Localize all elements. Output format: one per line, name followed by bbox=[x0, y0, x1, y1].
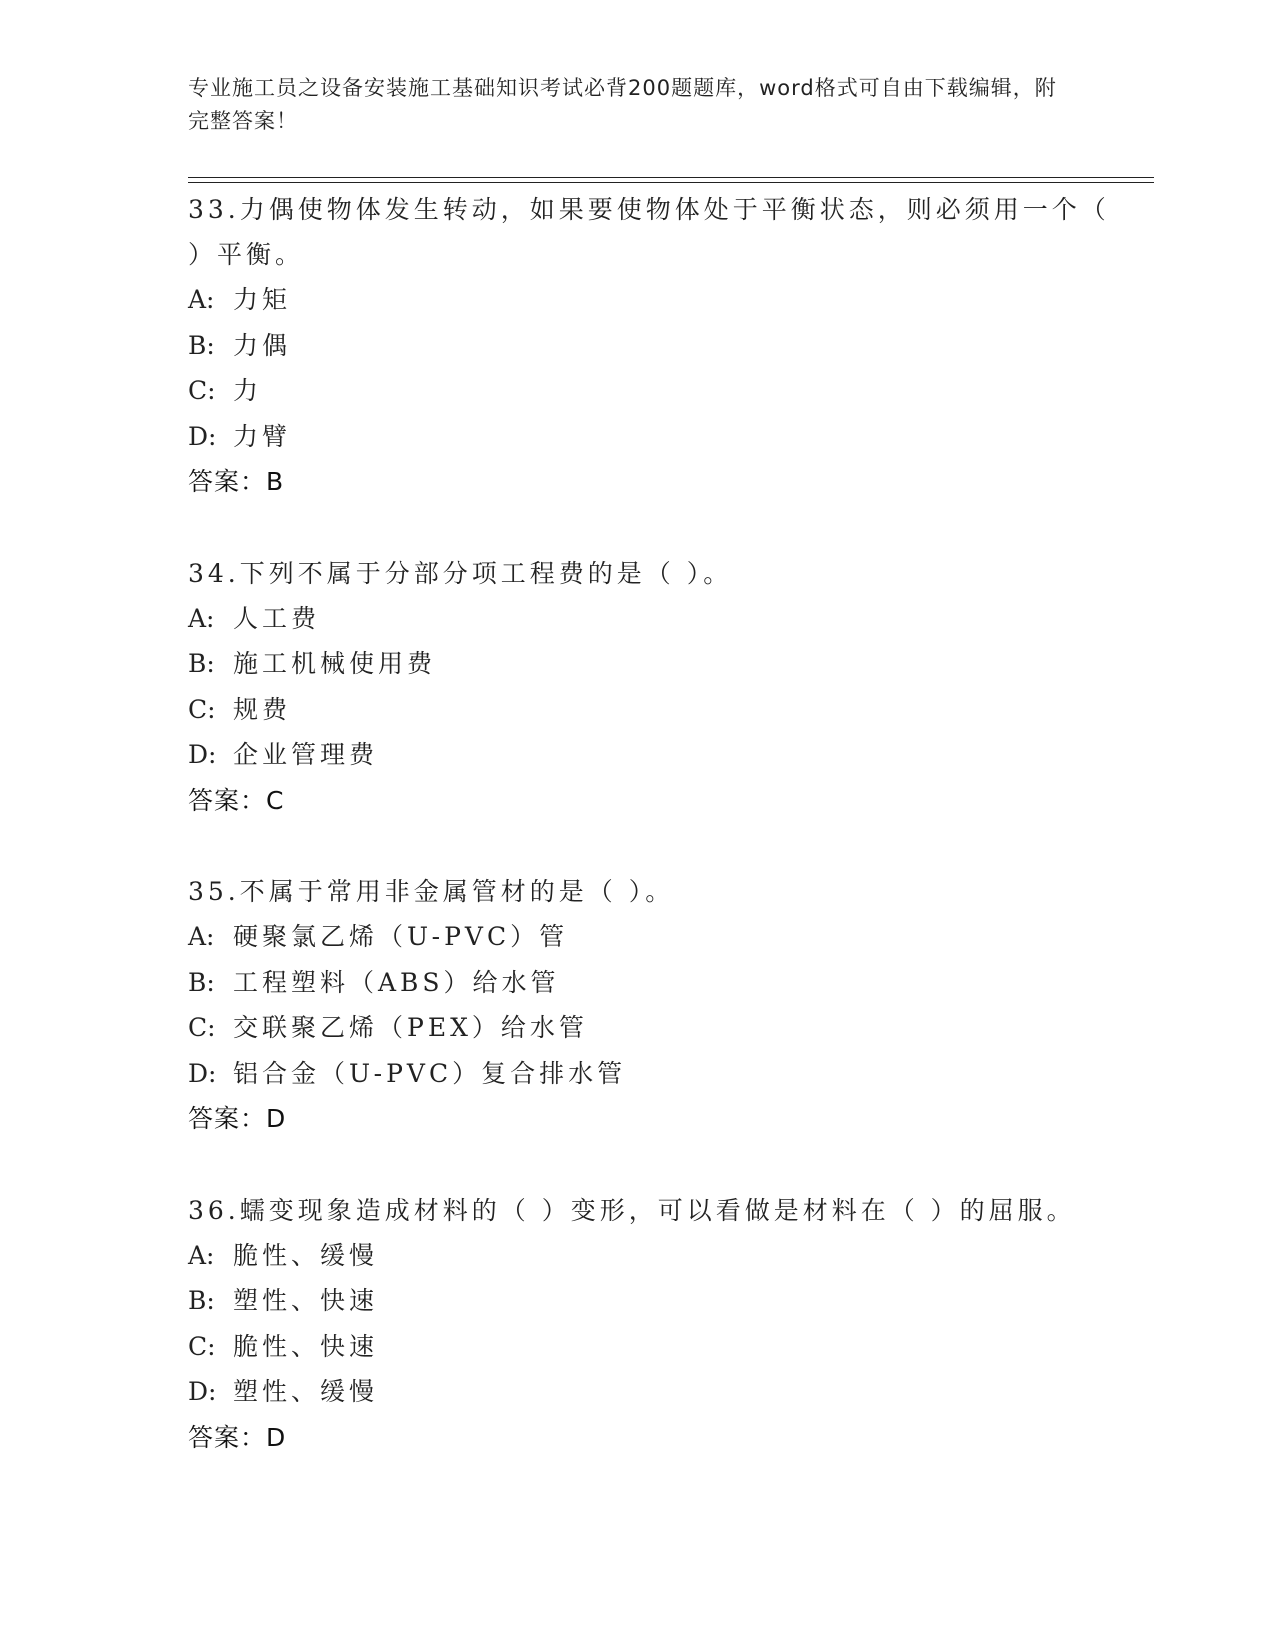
option-text: 脆性、快速 bbox=[233, 1331, 379, 1361]
question-spacer bbox=[188, 505, 1118, 551]
question-spacer bbox=[188, 1142, 1118, 1188]
header-divider-top bbox=[188, 177, 1154, 178]
option-b bbox=[188, 641, 1118, 687]
option-text: 企业管理费 bbox=[233, 740, 379, 769]
document-title: 专业施工员之设备安装施工基础知识考试必背200题题库，word格式可自由下载编辑，附完整答案！ bbox=[188, 76, 1057, 133]
question-text: 34.下列不属于分部分项工程费的是（ ）。 bbox=[188, 558, 733, 588]
option-letter: D: bbox=[188, 1058, 217, 1088]
option-text: 交联聚乙烯（PEX）给水管 bbox=[233, 1013, 588, 1042]
option-text: 力矩 bbox=[233, 285, 292, 314]
option-letter: C: bbox=[188, 694, 216, 724]
option-a bbox=[188, 914, 1118, 960]
option-letter: A: bbox=[188, 1240, 215, 1270]
option-d bbox=[188, 414, 1118, 460]
option-c bbox=[188, 368, 1118, 414]
option-c bbox=[188, 1324, 1118, 1370]
option-letter: B: bbox=[188, 967, 215, 997]
option-letter: A: bbox=[188, 285, 215, 314]
question-text: 36.蠕变现象造成材料的（ ）变形，可以看做是材料在（ ）的屈服。 bbox=[188, 1195, 1076, 1225]
option-a bbox=[188, 596, 1118, 642]
option-letter: D: bbox=[188, 740, 217, 769]
question-spacer bbox=[188, 823, 1118, 869]
option-letter: B: bbox=[188, 330, 215, 360]
option-d bbox=[188, 1051, 1118, 1097]
option-text: 施工机械使用费 bbox=[233, 649, 437, 678]
answer-text: 答案：C bbox=[188, 785, 285, 815]
option-letter: C: bbox=[188, 1331, 216, 1361]
question-34 bbox=[188, 551, 1118, 824]
question-text: 35.不属于常用非金属管材的是（ ）。 bbox=[188, 877, 675, 906]
option-text: 力 bbox=[233, 376, 263, 405]
option-c bbox=[188, 687, 1118, 733]
option-letter: A: bbox=[188, 922, 215, 951]
option-text: 硬聚氯乙烯（U-PVC）管 bbox=[233, 922, 569, 951]
option-letter: C: bbox=[188, 1013, 216, 1042]
option-text: 人工费 bbox=[233, 603, 321, 633]
option-b bbox=[188, 1278, 1118, 1324]
question-36 bbox=[188, 1188, 1118, 1461]
question-text: 33.力偶使物体发生转动，如果要使物体处于平衡状态，则必须用一个（ ）平衡。 bbox=[188, 195, 1110, 269]
option-letter: C: bbox=[188, 376, 216, 405]
header-divider-bottom bbox=[188, 182, 1154, 183]
option-letter: B: bbox=[188, 649, 215, 678]
option-b bbox=[188, 323, 1118, 369]
option-a bbox=[188, 277, 1118, 323]
option-letter: A: bbox=[188, 603, 215, 633]
answer-text: 答案：B bbox=[188, 467, 285, 496]
option-d bbox=[188, 1369, 1118, 1415]
question-33 bbox=[188, 187, 1118, 505]
option-text: 铝合金（U-PVC）复合排水管 bbox=[233, 1058, 627, 1088]
option-d bbox=[188, 732, 1118, 778]
answer-text: 答案：D bbox=[188, 1422, 287, 1452]
option-text: 塑性、缓慢 bbox=[233, 1377, 379, 1406]
option-letter: B: bbox=[188, 1286, 215, 1315]
question-list bbox=[188, 187, 1118, 1460]
option-text: 力偶 bbox=[233, 330, 292, 360]
option-c bbox=[188, 1005, 1118, 1051]
option-text: 工程塑料（ABS）给水管 bbox=[233, 967, 560, 997]
option-b bbox=[188, 960, 1118, 1006]
question-35 bbox=[188, 869, 1118, 1142]
option-a bbox=[188, 1233, 1118, 1279]
option-text: 塑性、快速 bbox=[233, 1286, 379, 1315]
answer-text: 答案：D bbox=[188, 1104, 287, 1133]
option-text: 规费 bbox=[233, 694, 292, 724]
option-text: 力臂 bbox=[233, 421, 292, 451]
option-text: 脆性、缓慢 bbox=[233, 1240, 379, 1270]
option-letter: D: bbox=[188, 421, 217, 451]
option-letter: D: bbox=[188, 1377, 217, 1406]
